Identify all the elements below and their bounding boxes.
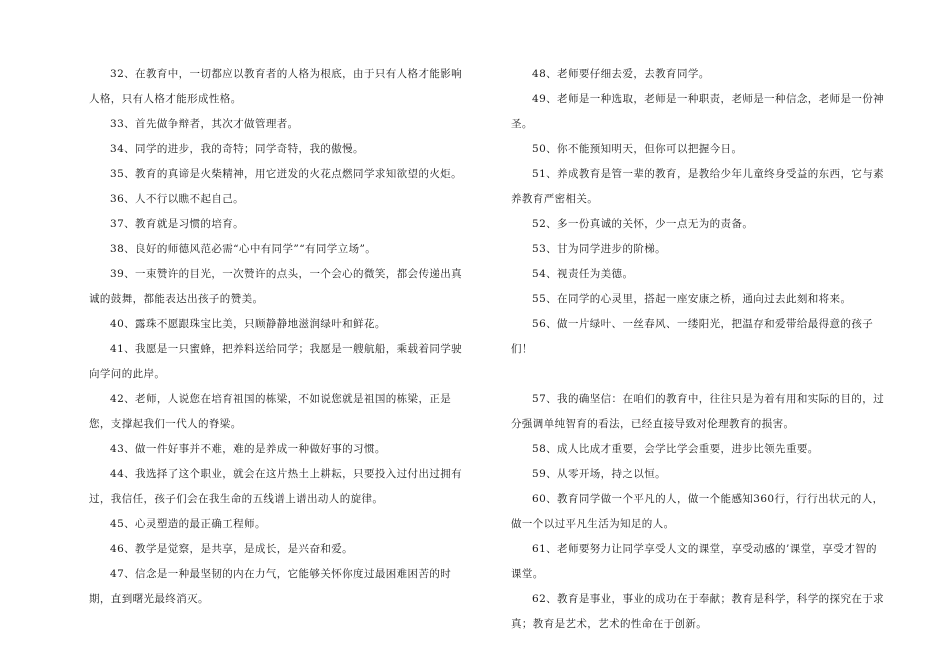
quote-37: 37、教育就是习惯的培育。 [110,218,245,230]
quote-58: 58、成人比成才重要，会学比学会重要，进步比领先重要。 [532,443,819,455]
quote-54: 54、视责任为美德。 [532,268,634,280]
quote-52: 52、多一份真诚的关怀，少一点无为的责备。 [532,218,754,230]
quote-51: 51、养成教育是管一辈的教育，是教给少年儿童终身受益的东西，它与素养教育严密相关。 [511,168,885,205]
quote-40: 40、露珠不愿跟珠宝比美，只顾静静地滋润绿叶和鲜花。 [110,318,386,330]
left-column [89,62,465,612]
quote-60: 60、教育同学做一个平凡的人，做一个能感知360行，行行出状元的人，做一个以过平凡生活为知足的人。 [511,493,884,530]
quote-44: 44、我选择了这个职业，就会在这片热土上耕耘，只要投入过付出过拥有过，我信任，孩子们会在我生命的五线谱上谱出动人的旋律。 [89,468,463,505]
quote-33: 33、首先做争辩者，其次才做管理者。 [110,118,299,130]
quote-34: 34、同学的进步，我的奇特；同学奇特，我的傲慢。 [110,143,364,155]
quote-55: 55、在同学的心灵里，搭起一座安康之桥，通向过去此刻和将来。 [532,293,852,305]
quote-32: 32、在教育中，一切都应以教育者的人格为根底，由于只有人格才能影响人格，只有人格才能形成性格。 [89,68,463,105]
quote-39: 39、一束赞许的目光，一次赞许的点头，一个会心的微笑，都会传递出真诚的鼓舞，都能表达出孩子的赞美。 [89,268,463,305]
quote-49: 49、老师是一种选取，老师是一种职责，老师是一种信念，老师是一份神圣。 [511,93,885,130]
right-column [511,62,887,637]
quote-41: 41、我愿是一只蜜蜂，把养料送给同学；我愿是一艘航船，乘载着同学驶向学问的此岸。 [89,343,463,380]
quote-35: 35、教育的真谛是火柴精神，用它迸发的火花点燃同学求知欲望的火炬。 [110,168,463,180]
quote-45: 45、心灵塑造的最正确工程师。 [110,518,266,530]
quote-38: 38、良好的师德风范必需“心中有同学”“有同学立场”。 [110,243,377,255]
quote-61: 61、老师要努力让同学享受人文的课堂，享受动感的’课堂，享受才智的课堂。 [511,543,877,580]
quote-56: 56、做一片绿叶、一丝春风、一缕阳光，把温存和爱带给最得意的孩子们！ [511,318,874,355]
quote-47: 47、信念是一种最坚韧的内在力气，它能够关怀你度过最困难困苦的时期，直到曙光最终消灭。 [89,568,452,605]
quote-57: 57、我的确坚信：在咱们的教育中，往往只是为着有用和实际的目的，过分强调单纯智育的看法，已经直接导致对伦理教育的损害。 [511,393,885,430]
quote-59: 59、从零开场，持之以恒。 [532,468,667,480]
quote-46: 46、教学是觉察，是共享，是成长，是兴奋和爱。 [110,543,354,555]
quote-48: 48、老师要仔细去爱，去教育同学。 [532,68,710,80]
quote-53: 53、甘为同学进步的阶梯。 [532,243,667,255]
paragraph-gap [511,362,887,387]
quote-42: 42、老师，人说您在培育祖国的栋梁，不如说您就是祖国的栋梁，正是您，支撑起我们一代人的脊梁。 [89,393,452,430]
quote-43: 43、做一件好事并不难，难的是养成一种做好事的习惯。 [110,443,386,455]
quote-50: 50、你不能预知明天，但你可以把握今日。 [532,143,743,155]
quote-62: 62、教育是事业，事业的成功在于奉献；教育是科学，科学的探究在于求真；教育是艺术，艺术的性命在于创新。 [511,593,885,630]
quote-36: 36、人不行以瞧不起自己。 [110,193,245,205]
